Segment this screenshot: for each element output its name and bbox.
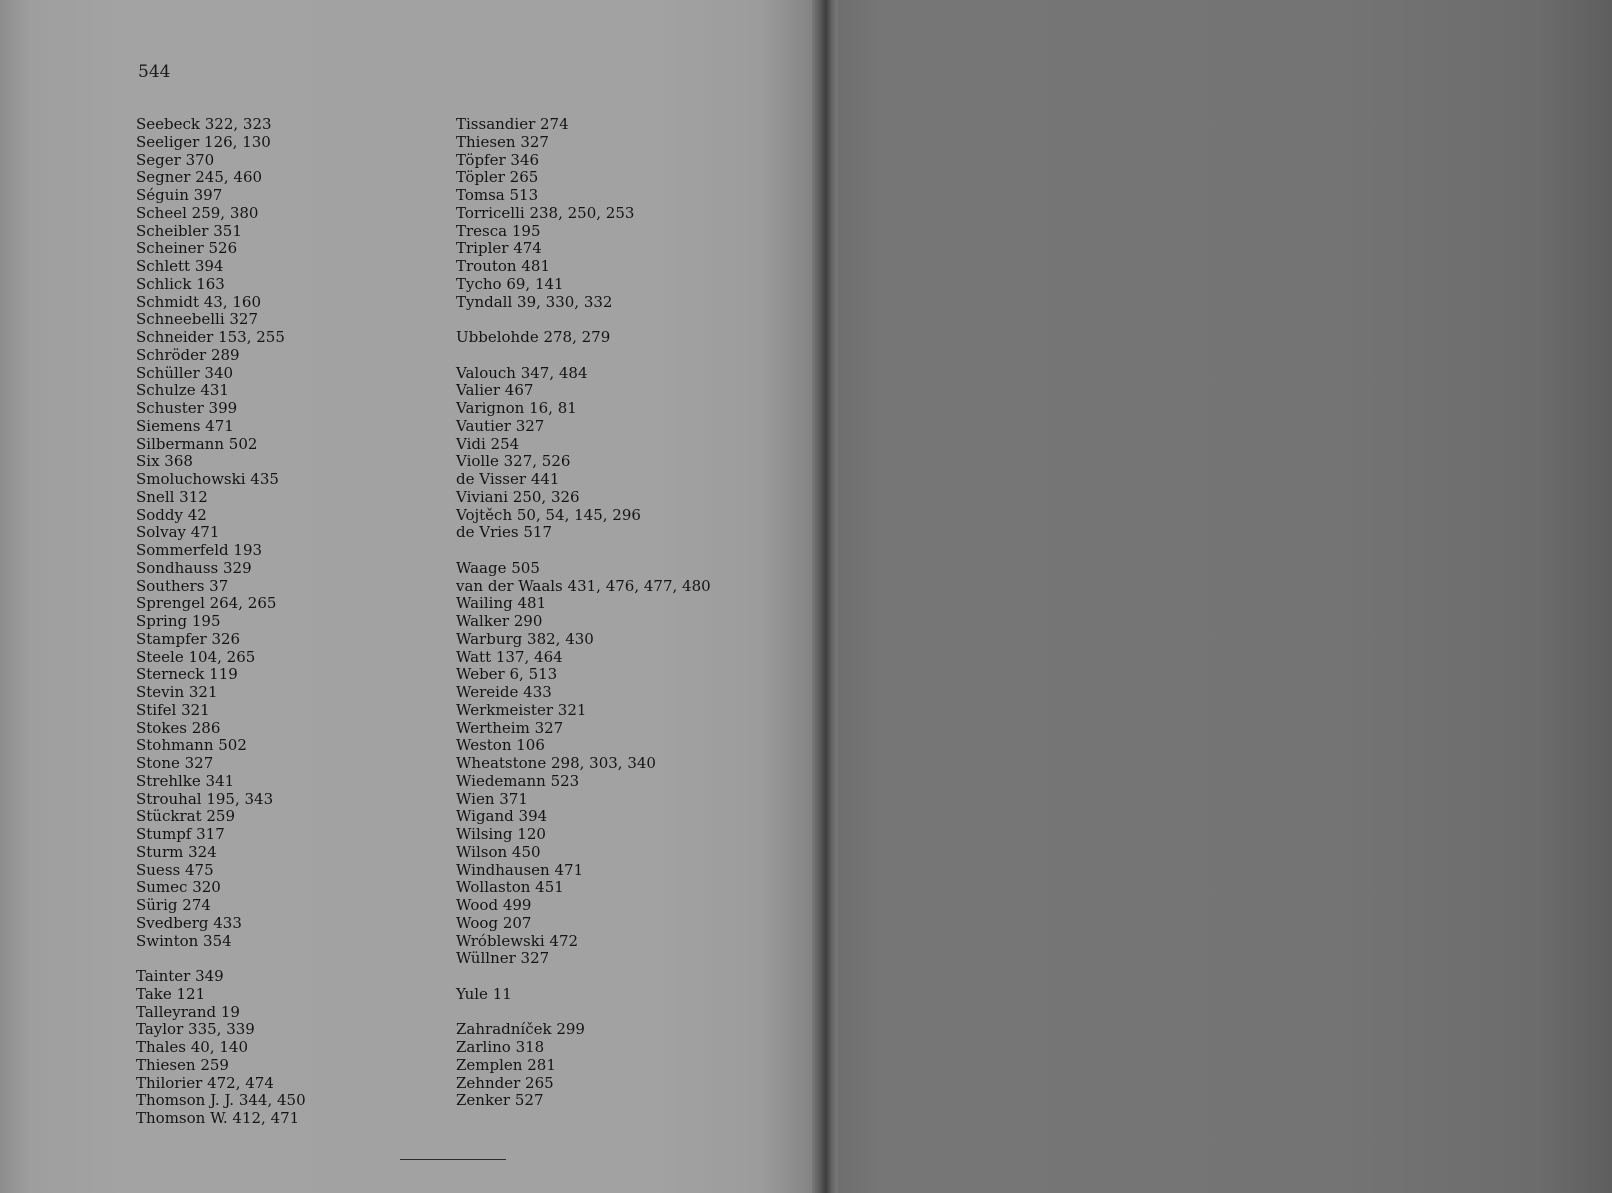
index-entry: Trouton 481 xyxy=(456,257,550,275)
index-entry: Schlett 394 xyxy=(136,257,224,275)
index-entry: Yule 11 xyxy=(456,984,512,1003)
index-entry: Schulze 431 xyxy=(136,381,229,400)
index-entry: Stevin 321 xyxy=(136,683,218,701)
index-entry: Torricelli 238, 250, 253 xyxy=(456,203,635,222)
index-entry: Wertheim 327 xyxy=(456,718,564,737)
index-entry: Snell 312 xyxy=(136,487,208,506)
index-entry: Schneider 153, 255 xyxy=(136,328,285,346)
index-entry: Tycho 69, 141 xyxy=(456,274,564,293)
index-entry: Tyndall 39, 330, 332 xyxy=(456,292,613,311)
index-entry: Thomson W. 412, 471 xyxy=(136,1109,300,1127)
index-entry: Steele 104, 265 xyxy=(136,647,256,666)
index-entry: Siemens 471 xyxy=(136,416,234,435)
index-entry: Thomson J. J. 344, 450 xyxy=(136,1091,306,1110)
index-entry: Violle 327, 526 xyxy=(456,452,571,471)
index-entry: Walker 290 xyxy=(456,612,543,630)
index-entry: Stifel 321 xyxy=(136,700,210,719)
index-entry: Sprengel 264, 265 xyxy=(136,594,277,613)
index-entry: Wereide 433 xyxy=(456,683,552,701)
index-entry: Stokes 286 xyxy=(136,718,221,737)
index-entry: Zenker 527 xyxy=(456,1091,544,1110)
index-entry: Segner 245, 460 xyxy=(136,168,263,187)
index-entry: Schlick 163 xyxy=(136,274,225,293)
index-entry: Thilorier 472, 474 xyxy=(136,1073,274,1092)
index-entry: Tomsa 513 xyxy=(456,186,539,204)
index-entry: Varignon 16, 81 xyxy=(456,399,577,417)
index-entry: Wróblewski 472 xyxy=(456,931,579,950)
index-entry: Sturm 324 xyxy=(136,842,217,861)
index-entry: Suess 475 xyxy=(136,860,214,879)
index-entry: Schröder 289 xyxy=(136,345,240,364)
index-entry: Svedberg 433 xyxy=(136,913,242,932)
index-entry: Warburg 382, 430 xyxy=(456,629,594,648)
index-entry: Viviani 250, 326 xyxy=(456,487,580,506)
index-entry: Smoluchowski 435 xyxy=(136,470,279,488)
index-entry: Solvay 471 xyxy=(136,523,220,542)
book-gutter xyxy=(812,0,838,1193)
index-entry: Seger 370 xyxy=(136,150,215,169)
index-entry: Talleyrand 19 xyxy=(136,1002,240,1021)
index-entry: van der Waals 431, 476, 477, 480 xyxy=(456,576,711,595)
right-page-blank xyxy=(838,0,1612,1193)
index-entry: de Visser 441 xyxy=(456,470,560,488)
index-entry: Watt 137, 464 xyxy=(456,647,563,666)
index-entry: Ubbelohde 278, 279 xyxy=(456,328,611,346)
index-entry: Silbermann 502 xyxy=(136,434,258,453)
index-entry: Strouhal 195, 343 xyxy=(136,789,274,808)
index-entry: Swinton 354 xyxy=(136,931,232,950)
index-entry: Sondhauss 329 xyxy=(136,558,252,577)
index-entry: Seebeck 322, 323 xyxy=(136,115,272,133)
index-entry: Sürig 274 xyxy=(136,896,211,914)
index-entry: Sommerfeld 193 xyxy=(136,541,263,559)
index-entry: Tresca 195 xyxy=(456,221,541,240)
index-entry: Wien 371 xyxy=(456,789,528,808)
index-entry: Tissandier 274 xyxy=(456,115,569,133)
index-entry: Wiedemann 523 xyxy=(456,771,580,790)
index-entry: Zahradníček 299 xyxy=(456,1020,585,1039)
index-entry: Wigand 394 xyxy=(456,807,548,826)
index-entry: Schneebelli 327 xyxy=(136,310,259,329)
index-entry: Valier 467 xyxy=(456,381,534,400)
index-entry: Vidi 254 xyxy=(456,434,520,453)
index-entry: Weston 106 xyxy=(456,736,545,755)
index-entry: Wood 499 xyxy=(456,896,532,914)
index-entry: Sumec 320 xyxy=(136,878,221,897)
index-entry: Töpler 265 xyxy=(456,168,539,187)
index-entry: Waage 505 xyxy=(456,558,540,577)
index-entry: Thiesen 259 xyxy=(136,1055,229,1074)
index-entry: de Vries 517 xyxy=(456,523,553,542)
index-entry: Woog 207 xyxy=(456,913,532,932)
index-entry: Stohmann 502 xyxy=(136,736,247,755)
index-entry: Wüllner 327 xyxy=(456,949,550,968)
index-entry: Vojtěch 50, 54, 145, 296 xyxy=(456,505,641,524)
index-entry: Scheel 259, 380 xyxy=(136,203,259,222)
index-column-left xyxy=(136,116,436,1128)
index-entry: Sterneck 119 xyxy=(136,665,238,684)
index-entry: Schmidt 43, 160 xyxy=(136,292,262,311)
index-entry: Valouch 347, 484 xyxy=(456,363,588,382)
index-entry: Weber 6, 513 xyxy=(456,665,558,684)
index-entry: Stone 327 xyxy=(136,754,214,772)
index-entry: Stückrat 259 xyxy=(136,807,235,826)
index-entry: Scheiner 526 xyxy=(136,239,238,258)
index-entry: Soddy 42 xyxy=(136,505,207,524)
index-entry: Wailing 481 xyxy=(456,594,547,613)
index-entry: Werkmeister 321 xyxy=(456,700,587,719)
index-entry: Spring 195 xyxy=(136,612,221,630)
index-entry: Zehnder 265 xyxy=(456,1073,554,1092)
page-number: 544 xyxy=(138,62,171,82)
index-entry: Windhausen 471 xyxy=(456,860,584,879)
index-entry: Wollaston 451 xyxy=(456,878,564,897)
index-entry: Take 121 xyxy=(136,984,206,1003)
index-entry: Töpfer 346 xyxy=(456,150,540,169)
footer-rule xyxy=(400,1159,506,1160)
index-entry: Zarlino 318 xyxy=(456,1038,545,1056)
index-entry: Séguin 397 xyxy=(136,186,223,204)
index-entry: Seeliger 126, 130 xyxy=(136,132,271,151)
index-entry: Zemplen 281 xyxy=(456,1055,556,1074)
index-entry: Scheibler 351 xyxy=(136,221,242,240)
index-entry: Tripler 474 xyxy=(456,239,542,258)
index-entry: Thiesen 327 xyxy=(456,132,549,151)
index-entry: Schuster 399 xyxy=(136,399,238,417)
index-entry: Wilson 450 xyxy=(456,842,541,861)
index-entry: Vautier 327 xyxy=(456,416,545,435)
index-entry: Southers 37 xyxy=(136,576,229,595)
index-entry: Stumpf 317 xyxy=(136,825,225,843)
index-entry: Tainter 349 xyxy=(136,967,224,985)
index-entry: Strehlke 341 xyxy=(136,771,235,790)
index-entry: Wilsing 120 xyxy=(456,825,546,843)
index-entry: Stampfer 326 xyxy=(136,629,241,648)
index-entry: Schüller 340 xyxy=(136,363,234,382)
index-entry: Thales 40, 140 xyxy=(136,1038,249,1056)
index-entry: Taylor 335, 339 xyxy=(136,1020,255,1039)
index-entry: Six 368 xyxy=(136,452,193,471)
index-column-right xyxy=(456,116,796,1110)
index-entry: Wheatstone 298, 303, 340 xyxy=(456,754,656,772)
